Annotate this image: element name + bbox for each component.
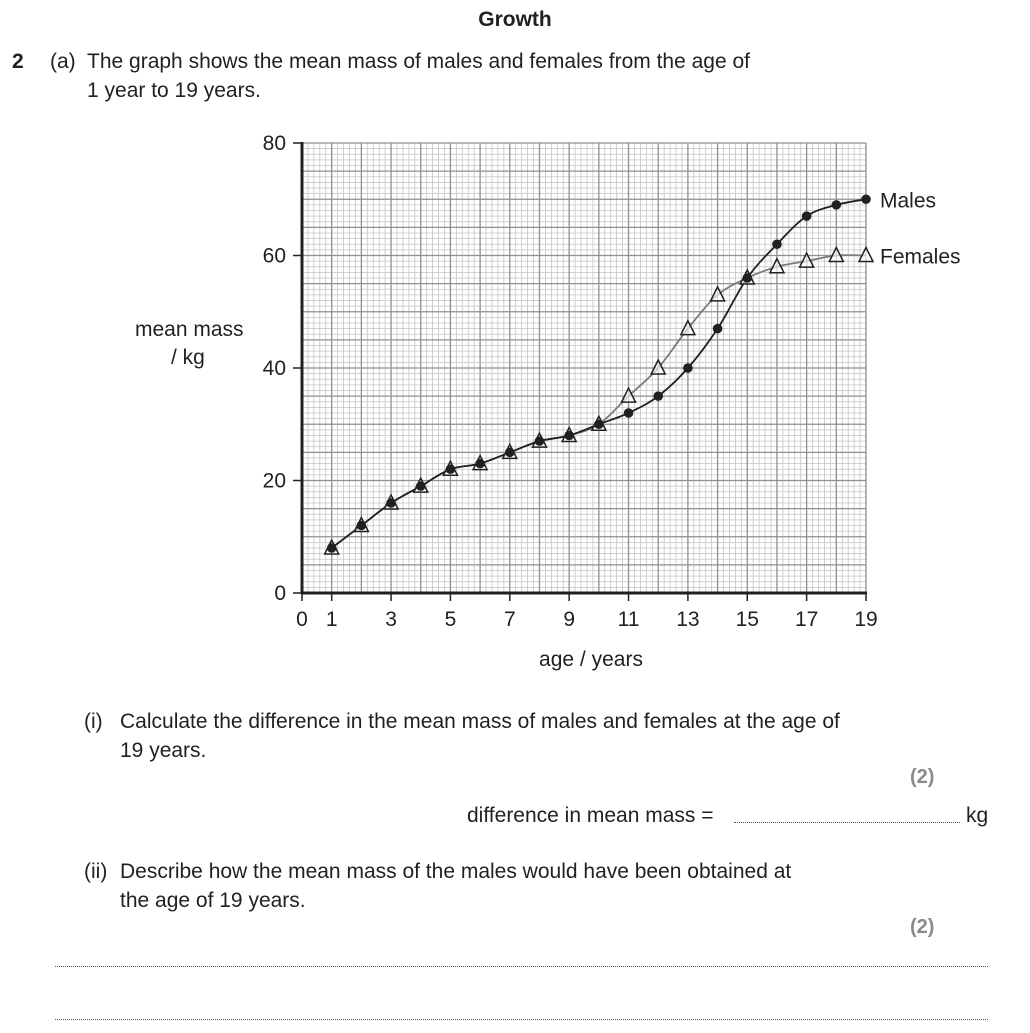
y-axis-label-line2: / kg: [171, 346, 205, 369]
males-point: [683, 363, 693, 373]
answer-label: difference in mean mass =: [467, 804, 714, 827]
y-tick-label: 20: [262, 469, 286, 493]
x-axis-label: age / years: [539, 648, 643, 671]
y-tick-label: 40: [262, 357, 286, 380]
q1-label: (i): [84, 710, 103, 733]
x-tick-label: 5: [444, 608, 457, 631]
q1-text-line2: 19 years.: [120, 739, 207, 762]
x-tick-label: 1: [325, 608, 338, 631]
q2-marks: (2): [910, 916, 935, 938]
y-tick-label: 60: [262, 244, 286, 268]
males-point: [475, 459, 485, 469]
males-point: [713, 324, 723, 334]
males-point: [327, 543, 337, 553]
males-point: [505, 448, 515, 458]
series-labels: [880, 189, 961, 268]
males-point: [653, 391, 663, 401]
males-series-label: Males: [880, 189, 937, 213]
q1-text-line1: Calculate the difference in the mean mass of males and females at the age of: [120, 710, 840, 733]
males-point: [535, 436, 545, 446]
answer-line-1[interactable]: [55, 952, 988, 967]
males-point: [357, 521, 367, 531]
question-number: 2: [12, 50, 24, 73]
males-point: [564, 431, 574, 441]
q2-label: (ii): [84, 860, 108, 883]
answer-line-2[interactable]: [55, 1005, 988, 1020]
q1-marks: (2): [910, 766, 935, 788]
x-tick-label: 0: [296, 608, 308, 631]
x-tick-label: 7: [503, 608, 516, 631]
part-a-text-line1: The graph shows the mean mass of males and females from the age of: [87, 50, 751, 73]
females-series-label: Females: [880, 245, 961, 269]
answer-unit: kg: [966, 804, 989, 827]
x-tick-label: 11: [617, 608, 640, 631]
males-point: [594, 419, 604, 429]
x-tick-label: 9: [563, 608, 576, 631]
males-point: [446, 464, 456, 474]
males-point: [624, 408, 634, 418]
x-tick-label: 3: [385, 608, 397, 631]
males-point: [832, 200, 842, 210]
males-point: [416, 481, 426, 491]
x-tick-label: 17: [794, 608, 819, 631]
axis-ticks: [263, 132, 878, 631]
answer-field[interactable]: [734, 806, 960, 823]
y-tick-label: 80: [262, 132, 286, 155]
males-point: [742, 273, 752, 283]
x-tick-label: 15: [735, 608, 759, 631]
q2-text-line2: the age of 19 years.: [120, 889, 306, 912]
males-point: [861, 194, 871, 204]
males-point: [386, 498, 396, 508]
y-axis-label-line1: mean mass: [135, 318, 244, 341]
x-tick-label: 19: [854, 608, 878, 631]
page-title: Growth: [478, 8, 552, 31]
part-a-text-line2: 1 year to 19 years.: [87, 79, 261, 102]
q2-text-line1: Describe how the mean mass of the males would have been obtained at: [120, 860, 792, 883]
x-tick-label: 13: [676, 608, 700, 631]
males-point: [772, 239, 782, 249]
males-point: [802, 211, 812, 221]
part-a-label: (a): [50, 50, 76, 73]
y-tick-label: 0: [274, 582, 286, 605]
